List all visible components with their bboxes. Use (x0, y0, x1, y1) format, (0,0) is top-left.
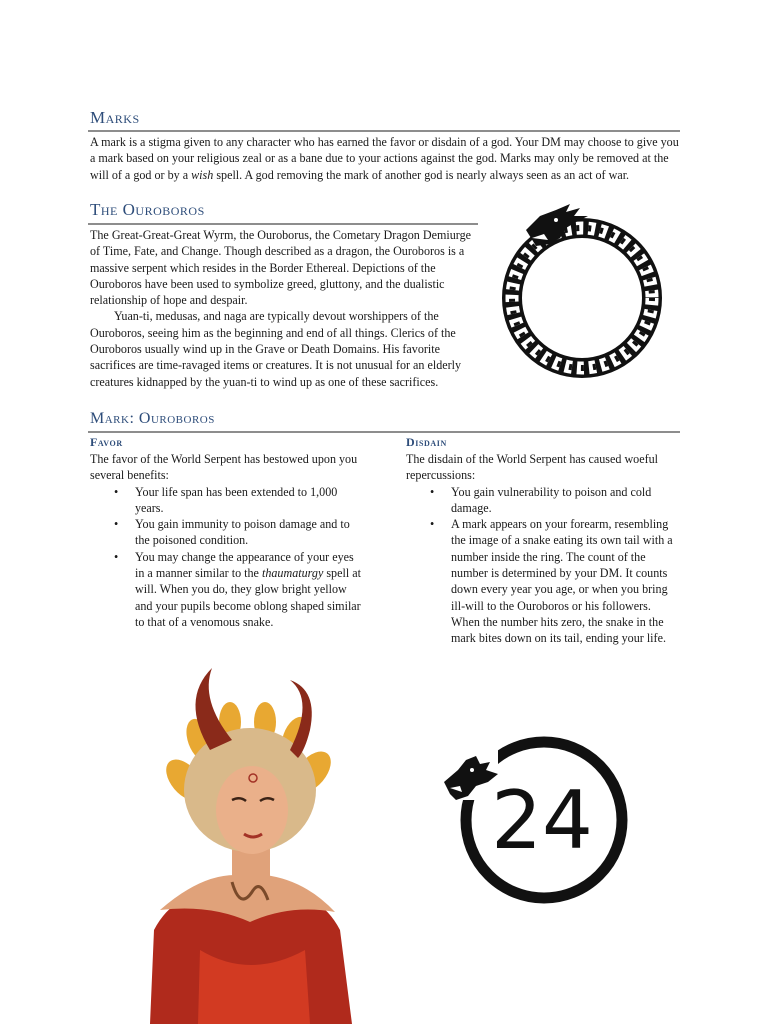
thaumaturgy-spell-name: thaumaturgy (261, 566, 324, 581)
yuan-ti-portrait-illustration (140, 660, 360, 1024)
favor-intro: The favor of the World Serpent has bestowed upon you several benefits: (90, 452, 358, 483)
bullet-marker: • (114, 549, 119, 564)
disdain-repercussions-list (406, 484, 682, 647)
countdown-mark-illustration (436, 716, 636, 916)
disdain-intro: The disdain of the World Serpent has caused woeful repercussions: (406, 452, 659, 483)
bullet-marker: • (114, 484, 119, 499)
mark-countdown-number: 24 (491, 774, 593, 867)
favor-benefit-3-end: spell at will. When you do, they glow bright yellow and your pupils become oblong shaped similar to that of a venomous snake. (135, 566, 361, 629)
disdain-repercussion-1: You gain vulnerability to poison and cold damage. (451, 484, 652, 515)
marks-heading: Marks (90, 108, 140, 127)
favor-benefits-list (90, 484, 366, 631)
disdain-section (406, 451, 682, 647)
bullet-marker: • (430, 517, 435, 532)
ouroboros-heading: The Ouroboros (90, 200, 205, 219)
bullet-marker: • (430, 484, 435, 499)
mark-ouroboros-heading-rule (88, 431, 680, 433)
favor-benefit-3-start: You may change the appearance of your eyes in a manner similar to the (135, 549, 354, 581)
favor-heading: Favor (90, 435, 123, 449)
ouroboros-paragraph-2: Yuan-ti, medusas, and naga are typically devout worshippers of the Ouroboros, seeing him as the beginning and end of all things. Clerics of the Ouroboros usually wind up in the Grave or Death Domains. His favorite sacrifices are time-ravaged items or creatures. It is not unusual for an elderly creatures kidnapped by the yuan-ti to wind up as one of these sacrifices. (90, 309, 462, 389)
favor-section (90, 451, 366, 630)
ouroboros-text (90, 227, 482, 390)
ouroboros-ring-illustration (496, 198, 668, 380)
bullet-marker: • (114, 517, 119, 532)
disdain-heading: Disdain (406, 435, 447, 449)
list-item (90, 549, 366, 630)
favor-benefit-2: You gain immunity to poison damage and to the poisoned condition. (135, 517, 350, 548)
mark-ouroboros-heading: Mark: Ouroboros (90, 410, 215, 427)
marks-paragraph (90, 134, 680, 183)
list-item (406, 484, 682, 517)
disdain-repercussion-2: A mark appears on your forearm, resembling the image of a snake eating its own tail with a number inside the ring. The count of the number is determined by your DM. It counts down every year you age, or when you bring ill-will to the Ouroboros or his followers. When the number hits zero, the snake in the mark bites down on its tail, ending your life. (451, 517, 673, 646)
marks-text-start: A mark is a stigma given to any character who has earned the favor or disdain of a god. Your DM may choose to give you a mark based on your religious zeal or as a bane due to your actions against the god. Marks may only be removed at the will of a god or by a (90, 135, 679, 182)
wish-spell-name: wish (191, 167, 214, 182)
ouroboros-heading-rule (88, 223, 478, 225)
ouroboros-paragraph-1: The Great-Great-Great Wyrm, the Ouroborus, the Cometary Dragon Demiurge of Time, Fate, and Change. Though described as a dragon, the Ouroboros is a massive serpent which resides in the Border Ethereal. Depictions of the Ouroboros have been used to symbolize greed, gluttony, and the dualistic relationship of hope and despair. (90, 228, 471, 308)
list-item (406, 516, 682, 646)
marks-heading-rule (88, 130, 680, 132)
favor-benefit-1: Your life span has been extended to 1,000 years. (135, 484, 338, 515)
list-item (90, 484, 366, 517)
face (216, 766, 288, 854)
list-item (90, 516, 366, 549)
marks-text-end: spell. A god removing the mark of another god is nearly always seen as an act of war. (213, 167, 630, 182)
